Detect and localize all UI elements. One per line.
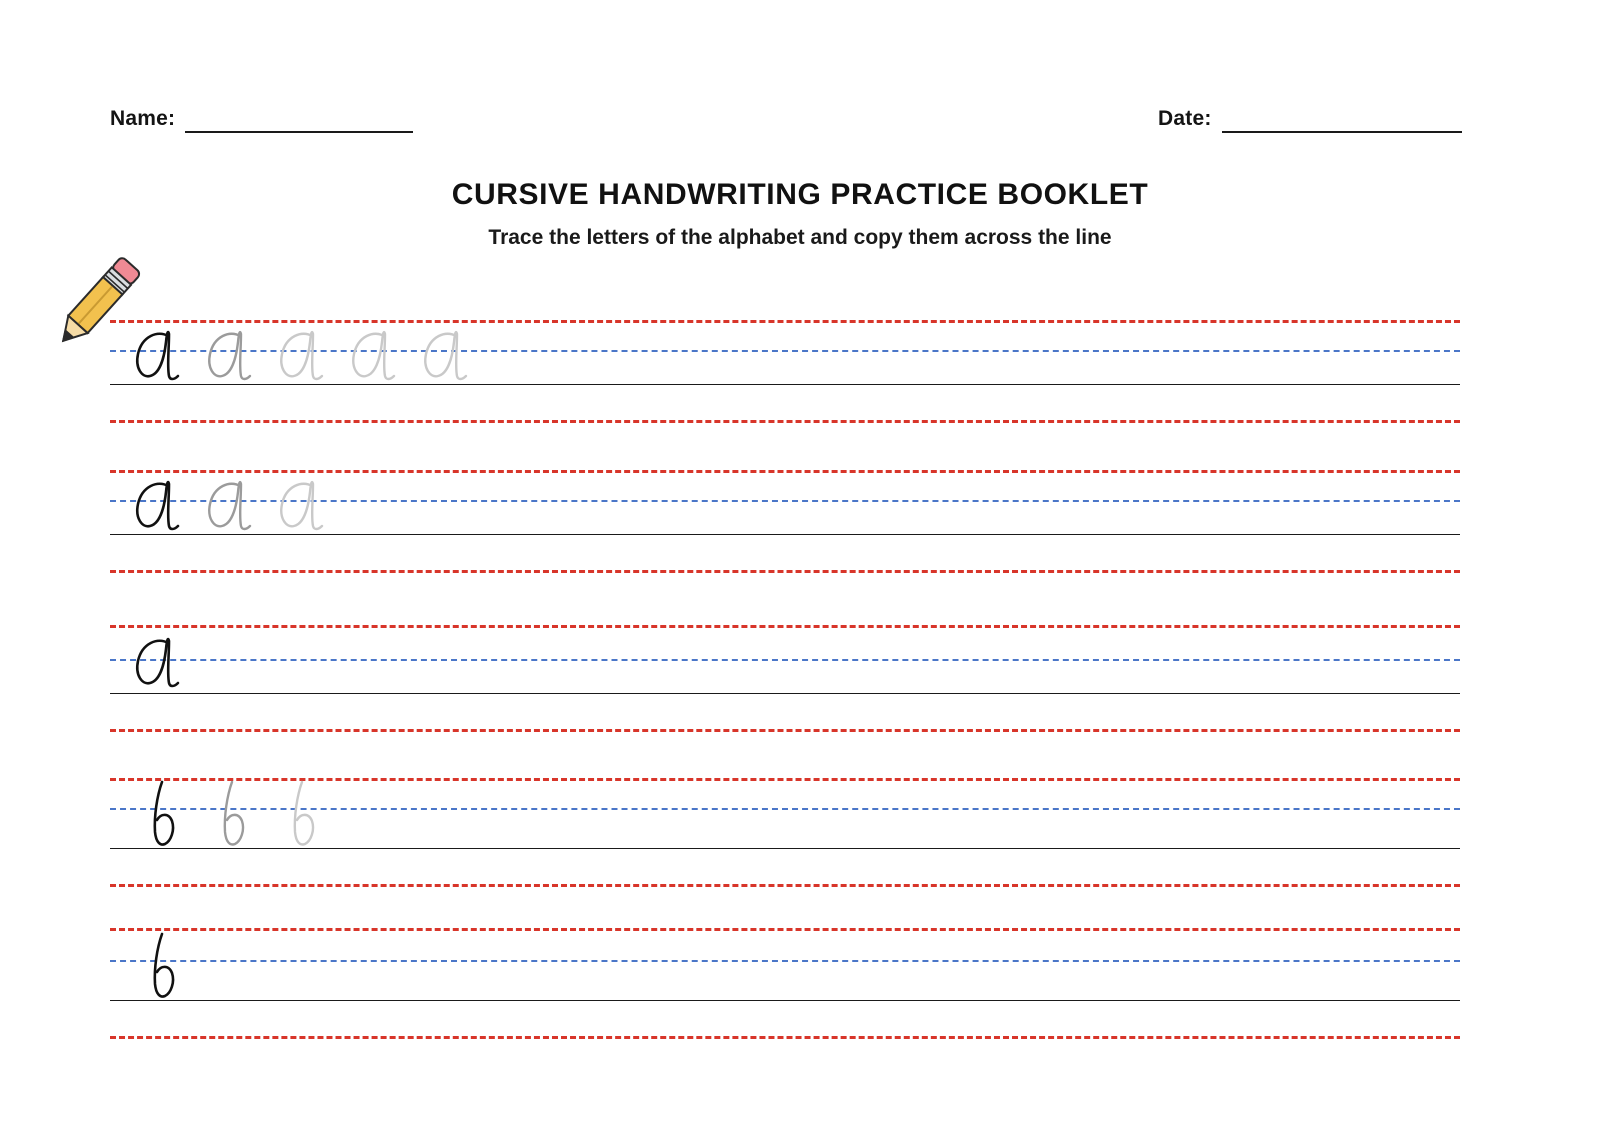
row-5-mid-guide (110, 960, 1460, 962)
trace-letter-b (138, 928, 194, 1002)
trace-letter-b (138, 778, 194, 850)
practice-row-5[interactable] (110, 928, 1460, 1038)
row-3-bottom-guide (110, 729, 1460, 732)
row-4-bottom-guide (110, 884, 1460, 887)
trace-letter-a (200, 320, 256, 386)
trace-letter-a (416, 320, 472, 386)
page-subtitle: Trace the letters of the alphabet and copy them across the line (488, 226, 1112, 249)
practice-row-4[interactable] (110, 778, 1460, 888)
row-5-baseline (110, 1000, 1460, 1001)
row-1-bottom-guide (110, 420, 1460, 423)
trace-letter-a (128, 470, 184, 536)
trace-letter-a (128, 625, 184, 695)
row-3-baseline (110, 693, 1460, 694)
trace-letter-a (344, 320, 400, 386)
row-2-bottom-guide (110, 570, 1460, 573)
row-5-bottom-guide (110, 1036, 1460, 1039)
practice-row-2[interactable] (110, 470, 1460, 580)
trace-letter-b (278, 778, 334, 850)
date-label: Date: (1158, 107, 1212, 130)
row-3-top-guide (110, 625, 1460, 628)
trace-letter-a (272, 320, 328, 386)
row-3-mid-guide (110, 659, 1460, 661)
name-label: Name: (110, 107, 176, 130)
practice-row-1[interactable] (110, 320, 1460, 430)
trace-letter-a (272, 470, 328, 536)
row-5-top-guide (110, 928, 1460, 931)
trace-letter-b (208, 778, 264, 850)
trace-letter-a (128, 320, 184, 386)
trace-letter-a (200, 470, 256, 536)
practice-row-3[interactable] (110, 625, 1460, 735)
page-title: CURSIVE HANDWRITING PRACTICE BOOKLET (451, 178, 1149, 211)
